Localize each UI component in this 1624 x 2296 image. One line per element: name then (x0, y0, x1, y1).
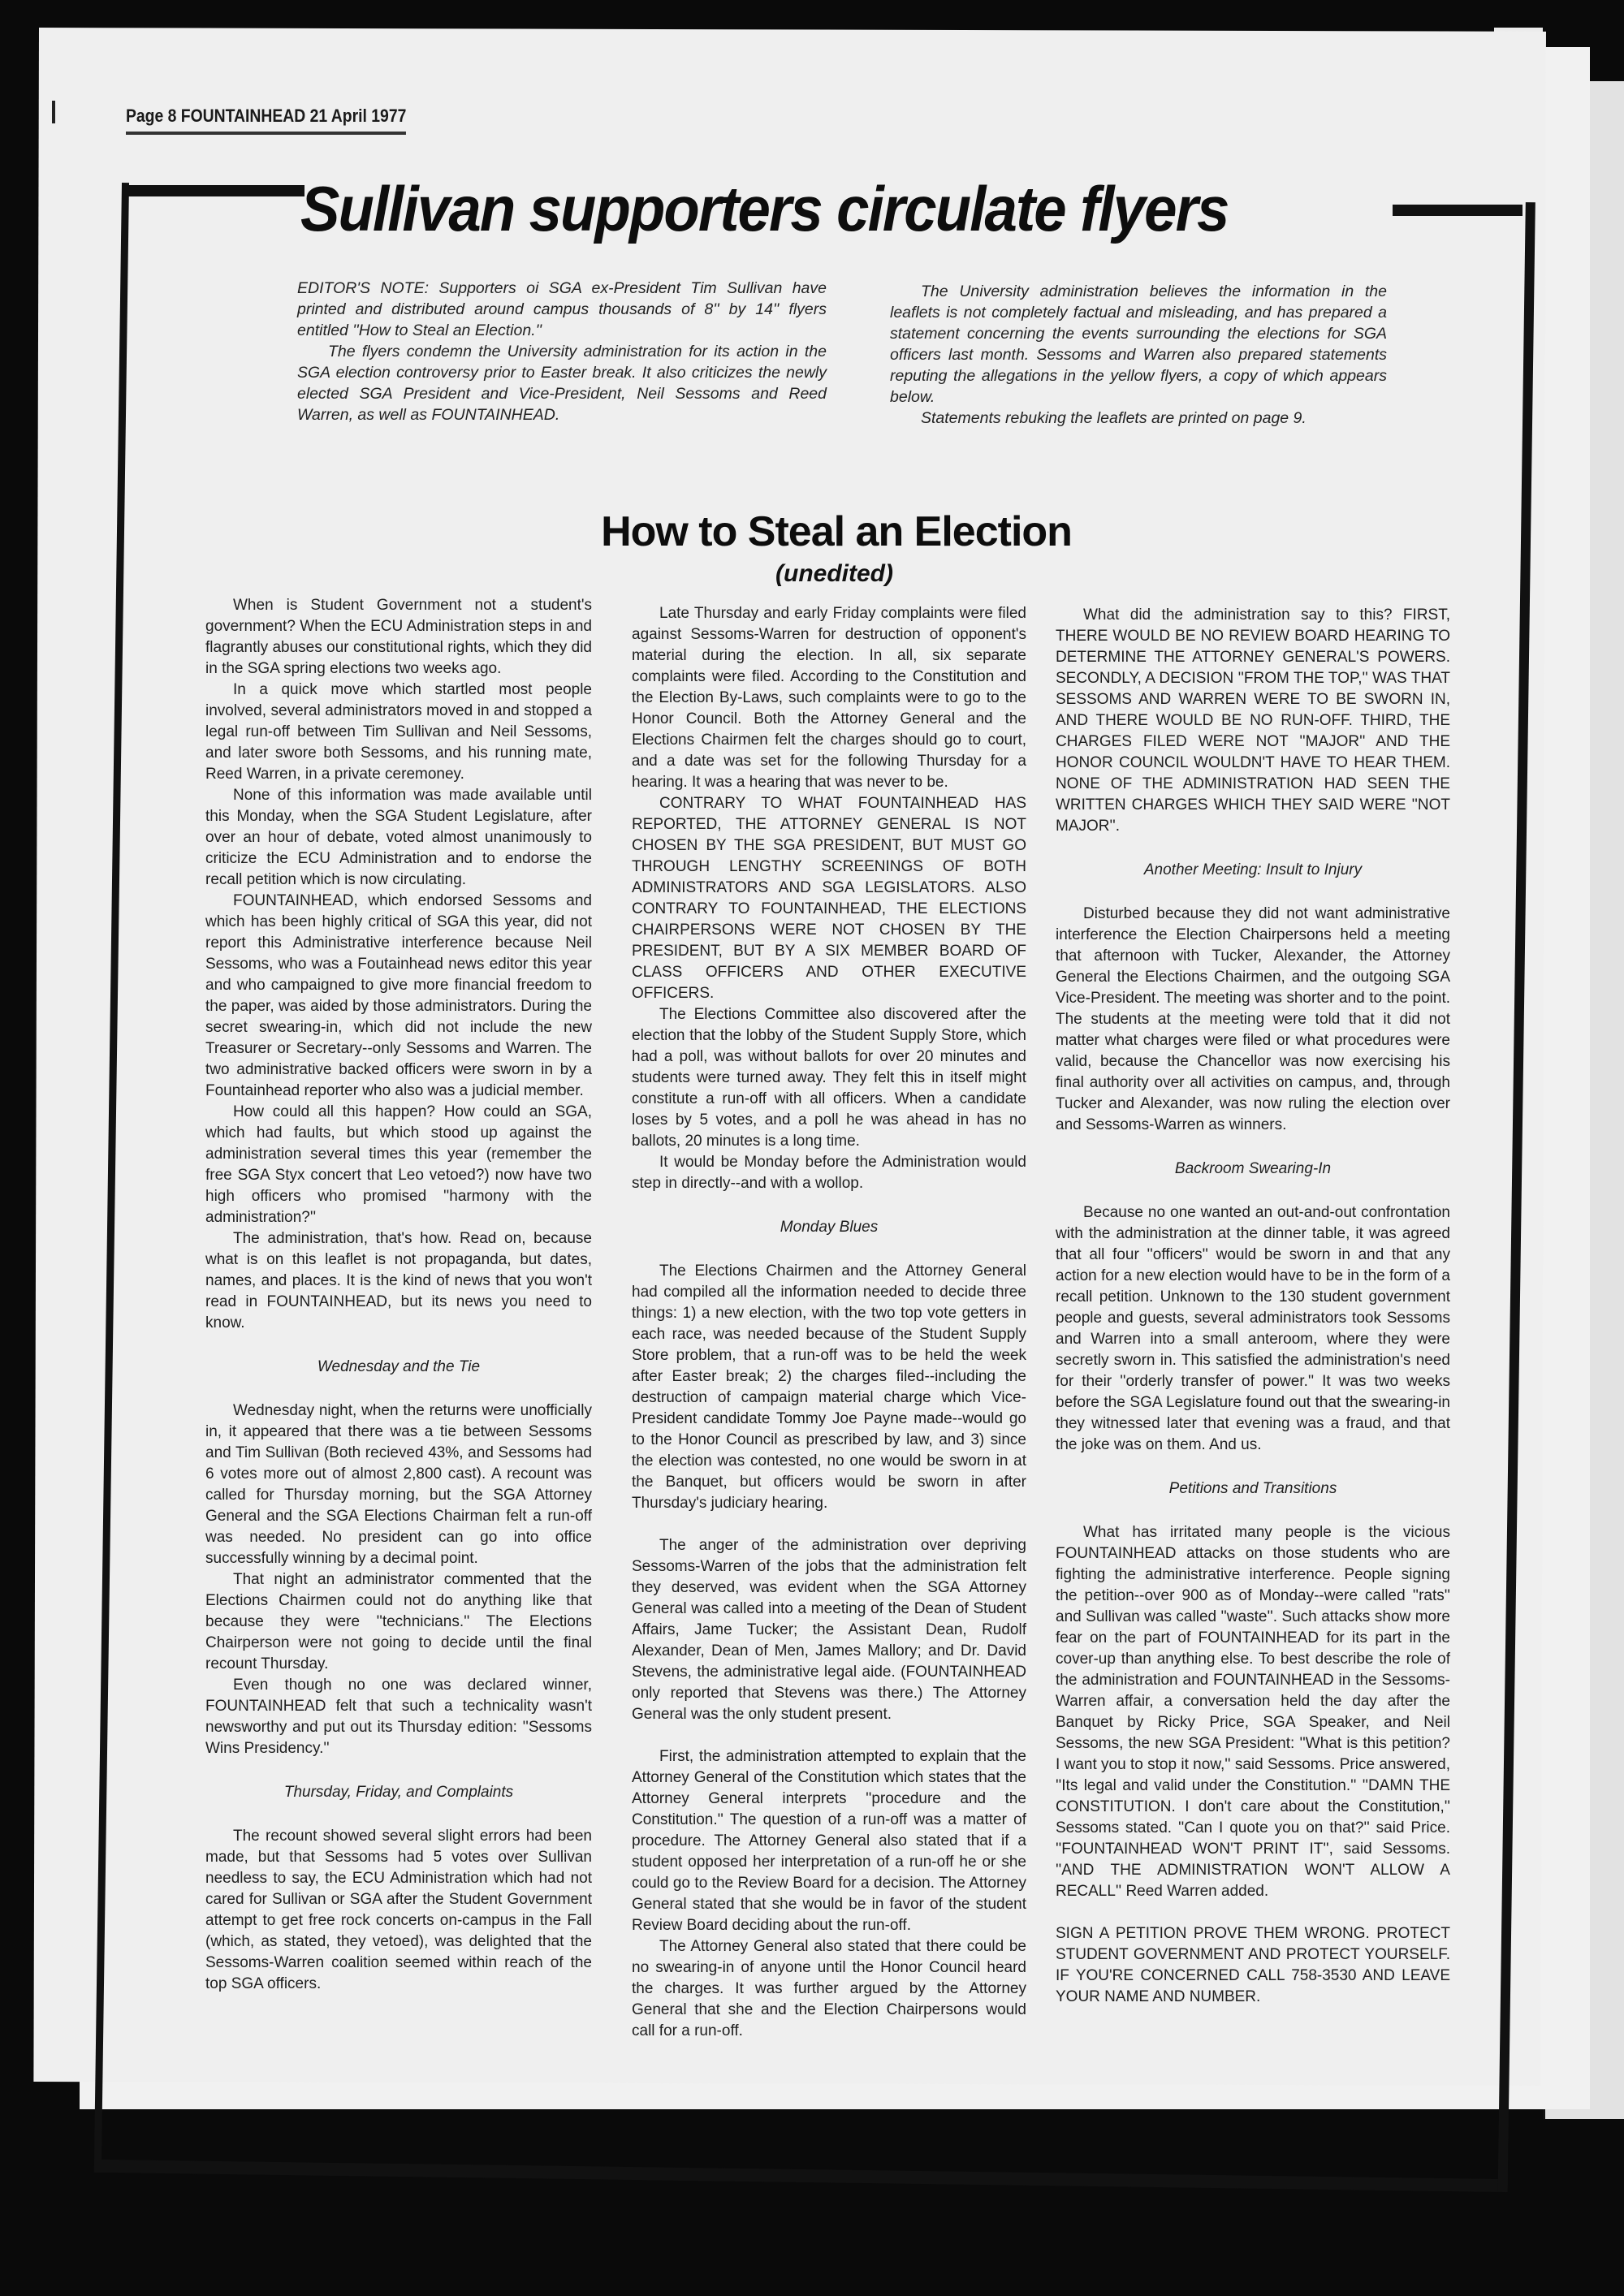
body-paragraph: That night an administrator commented that the Elections Chairmen could not do anything like that because they were ''technicians.'' The Elections Chairperson were not going to decide until the final recount Thursday. (205, 1571, 592, 1672)
editors-note-left (297, 278, 827, 425)
body-paragraph: The Attorney General also stated that there could be no swearing-in of anyone until the Honor Council heard the charges. It was further argued by the Attorney General that she and the Election Chairpersons would call for a run-off. (632, 1938, 1026, 2039)
headline: Sullivan supporters circulate flyers (300, 173, 1229, 244)
body-paragraph: FOUNTAINHEAD, which endorsed Sessoms and which has been highly critical of SGA this year, did not report this Administrative interference because Neil Sessoms, who was a Foutainhead news editor this year and who campaigned to give more financial freedom to the paper, was aided by those administrators. During the secret swearing-in, which did not include the new Treasurer or Secretary--only Sessoms and Warren. The two administrative backed officers were sworn in by a Fountainhead reporter who also was a judicial member. (205, 892, 592, 1099)
frame-rule-right (1393, 205, 1522, 216)
section-subheading: Thursday, Friday, and Complaints (283, 1784, 514, 1801)
body-paragraph: The Elections Committee also discovered after the election that the lobby of the Student Supply Store, which had a poll, was without ballots for over 20 minutes and students were turned away. They felt this in itself might constitute a run-off with all officers. When a candidate loses by 5 votes, and a poll he was ahead in has no ballots, 20 minutes is a long time. (632, 1006, 1026, 1150)
body-paragraph: The anger of the administration over depriving Sessoms-Warren of the jobs that the administration felt they deserved, was evident when the SGA Attorney General was called into a meeting of the Dean of Student Affairs, Jame Tucker; the Assistant Dean, Rudolf Alexander, Dean of Men, James Mallory; and Dr. David Stevens, the administrative legal aide. (FOUNTAINHEAD only reported that Stevens was there.) The Attorney General was the only student present. (632, 1537, 1026, 1723)
flyer-subtitle: (unedited) (775, 560, 893, 587)
flyer-title: How to Steal an Election (601, 508, 1072, 555)
body-paragraph: In a quick move which startled most people involved, several administrators moved in and stopped a legal run-off between Tim Sullivan and Neil Sessoms, and later swore both Sessoms, and his running mate, Reed Warren, in a private ceremoney. (205, 681, 592, 783)
article-column-3 (1056, 605, 1450, 2008)
editors-note-paragraph: EDITOR'S NOTE: Supporters oi SGA ex-President Tim Sullivan have printed and distributed around campus thousands of 8'' by 14'' flyers entitled ''How to Steal an Election.'' (297, 279, 827, 339)
page-folio: Page 8 FOUNTAINHEAD 21 April 1977 (126, 106, 406, 135)
body-paragraph: CONTRARY TO WHAT FOUNTAINHEAD HAS REPORTED, THE ATTORNEY GENERAL IS NOT CHOSEN BY THE SGA PRESIDENT, BUT MUST GO THROUGH LENGTHY SCREENINGS OF BOTH ADMINISTRATORS AND SGA LEGISLATORS. ALSO CONTRARY TO FOUNTAINHEAD, THE ELECTIONS CHAIRPERSONS WERE NOT CHOSEN BY THE PRESIDENT, BUT BY A SIX MEMBER BOARD OF CLASS OFFICERS AND OTHER EXECUTIVE OFFICERS. (632, 795, 1026, 1002)
body-paragraph: Because no one wanted an out-and-out confrontation with the administration at the dinner table, it was agreed that all four ''officers'' would be sworn in and that any action for a new election would have to be in the form of a recall petition. Unknown to the 130 student government people and guests, several administrators took Sessoms and Warren into a small anteroom, where they were secretly sworn in. This satisfied the administration's need for their ''orderly transfer of power.'' It was two weeks before the SGA Legislature found out that the swearing-in they witnessed later that evening was a fraud, and that the joke was on them. And us. (1056, 1204, 1450, 1453)
body-paragraph: What has irritated many people is the vicious FOUNTAINHEAD attacks on those students who are fighting the administrative interference. People signing the petition--over 900 as of Monday--were called ''rats'' and Sullivan was called ''waste''. Such attacks show more fear on the part of FOUNTAINHEAD for its part in the cover-up than anything else. To best describe the role of the administration and FOUNTAINHEAD in the Sessoms-Warren affair, a conversation held the day after the Banquet by Ricky Price, SGA Speaker, and Neil Sessoms, the new SGA President: ''What is this petition? I want you to stop it now,'' said Sessoms. Price answered, ''Its legal and valid under the Constitution.'' ''DAMN THE CONSTITUTION. I don't care about the Constitution,'' Sessoms stated. ''Can I quote you on that?'' said Price. ''FOUNTAINHEAD WON'T PRINT IT'', said Sessoms. ''AND THE ADMINISTRATION WON'T ALLOW A RECALL'' Reed Warren added. (1056, 1524, 1450, 1900)
body-paragraph: When is Student Government not a student's government? When the ECU Administration steps in and flagrantly abuses our constitutional rights, which they did in the SGA spring elections two weeks ago. (205, 597, 592, 677)
editors-note-right (890, 281, 1387, 429)
body-paragraph: First, the administration attempted to explain that the Attorney General of the Constitution which states that the Attorney General interprets ''procedure and the Constitution.'' The question of a run-off was a matter of procedure. The Attorney General also stated that if a student opposed her interpretation of a run-off he or she could go to the Review Board for a decision. The Attorney General stated that she would be in favor of the student Review Board deciding about the run-off. (632, 1748, 1026, 1934)
body-paragraph: The administration, that's how. Read on, because what is on this leaflet is not propaganda, but dates, names, and places. It is the kind of news that you won't read in FOUNTAINHEAD, but its news you need to know. (205, 1230, 592, 1331)
margin-mark (52, 101, 55, 123)
body-paragraph: The Elections Chairmen and the Attorney General had compiled all the information needed to decide three things: 1) a new election, with the two top vote getters in each race, was needed because of the Student Supply Store problem, that a run-off was to be held the week after Easter break; 2) the charges filed--including the destruction of campaign material charge which Vice-President candidate Tommy Joe Payne made--would go to the Honor Council as prescribed by law, and 3) since the election was contested, no one would be sworn in at the Banquet, but officers would be sworn in after Thursday's judiciary hearing. (632, 1262, 1026, 1512)
section-subheading: Another Meeting: Insult to Injury (1143, 861, 1363, 878)
body-paragraph: Late Thursday and early Friday complaints were filed against Sessoms-Warren for destruction of opponent's material during the election. In all, six separate complaints were filed. According to the Constitution and the Election By-Laws, such complaints were to go to the Honor Council. Both the Attorney General and the Elections Chairmen felt the charges should go to court, and a date was set for the following Thursday for a hearing. It was a hearing that was never to be. (632, 605, 1026, 791)
body-paragraph: SIGN A PETITION PROVE THEM WRONG. PROTECT STUDENT GOVERNMENT AND PROTECT YOURSELF. IF YOU'RE CONCERNED CALL 758-3530 AND LEAVE YOUR NAME AND NUMBER. (1056, 1925, 1450, 2005)
body-paragraph: Even though no one was declared winner, FOUNTAINHEAD felt that such a technicality wasn't newsworthy and put out its Thursday edition: ''Sessoms Wins Presidency.'' (205, 1677, 592, 1757)
body-paragraph: Wednesday night, when the returns were unofficially in, it appeared that there was a tie between Sessoms and Tim Sullivan (Both recieved 43%, and Sessoms had 6 votes more out of almost 2,800 cast). A recount was called for Thursday morning, but the SGA Attorney General and the SGA Elections Chairman felt a run-off was needed. No president can go into office successfully winning by a decimal point. (205, 1402, 592, 1567)
body-paragraph: Disturbed because they did not want administrative interference the Election Chairpersons held a meeting that afternoon with Tucker, Alexander, the Attorney General the Elections Chairmen, and the outgoing SGA Vice-President. The meeting was shorter and to the point. The students at the meeting were told that it did not matter what charges were filed or what procedures were valid, because the Chancellor was now exercising his final authority over all activities on campus, and, through Tucker and Alexander, was now ruling the election over and Sessoms-Warren as winners. (1056, 905, 1450, 1133)
body-paragraph: It would be Monday before the Administration would step in directly--and with a wollop. (632, 1154, 1026, 1192)
body-paragraph: How could all this happen? How could an SGA, which had faults, but which stood up against the administration several times this year (remember the free SGA Styx concert that Leo vetoed?) now have two high officers who promised ''harmony with the administration?'' (205, 1103, 592, 1226)
editors-note-paragraph: The University administration believes the information in the leaflets is not completely factual and misleading, and has prepared a statement concerning the events surrounding the elections for SGA officers last month. Sessoms and Warren also prepared statements reputing the allegations in the yellow flyers, a copy of which appears below. (890, 283, 1387, 406)
section-subheading: Petitions and Transitions (1168, 1480, 1337, 1497)
editors-note-paragraph: The flyers condemn the University administration for its action in the SGA election controversy prior to Easter break. It also criticizes the newly elected SGA President and Vice-President, Neil Sessoms and Reed Warren, as well as FOUNTAINHEAD. (297, 343, 827, 424)
body-paragraph: The recount showed several slight errors had been made, but that Sessoms had 5 votes over Sullivan needless to say, the ECU Administration which had not cared for Sullivan or SGA after the Student Government attempt to get free rock concerts on-campus in the Fall (which, as stated, they vetoed), was delighted that the Sessoms-Warren coalition seemed within reach of the top SGA officers. (205, 1828, 592, 1992)
editors-note-paragraph: Statements rebuking the leaflets are printed on page 9. (921, 409, 1307, 427)
frame-rule-left (122, 185, 304, 196)
body-paragraph: What did the administration say to this? FIRST, THERE WOULD BE NO REVIEW BOARD HEARING TO DETERMINE THE ATTORNEY GENERAL'S POWERS. SECONDLY, A DECISION ''FROM THE TOP,'' WAS THAT SESSOMS AND WARREN WERE TO BE SWORN IN, AND THERE WOULD BE NO RUN-OFF. THIRD, THE CHARGES FILED WERE NOT ''MAJOR'' AND THE HONOR COUNCIL WOULDN'T HAVE TO HEAR THEM. NONE OF THE ADMINISTRATION HAD SEEN THE WRITTEN CHARGES WHICH THEY SAID WERE ''NOT MAJOR''. (1056, 606, 1450, 835)
article-column-2 (632, 603, 1026, 2042)
section-subheading: Monday Blues (780, 1219, 879, 1236)
body-paragraph: None of this information was made available until this Monday, when the SGA Student Legislature, after over an hour of debate, voted almost unanimously to criticize the ECU Administration and to endorse the recall petition which is now circulating. (205, 787, 592, 888)
section-subheading: Backroom Swearing-In (1174, 1160, 1332, 1177)
article-column-1 (205, 595, 592, 1995)
section-subheading: Wednesday and the Tie (317, 1358, 481, 1375)
